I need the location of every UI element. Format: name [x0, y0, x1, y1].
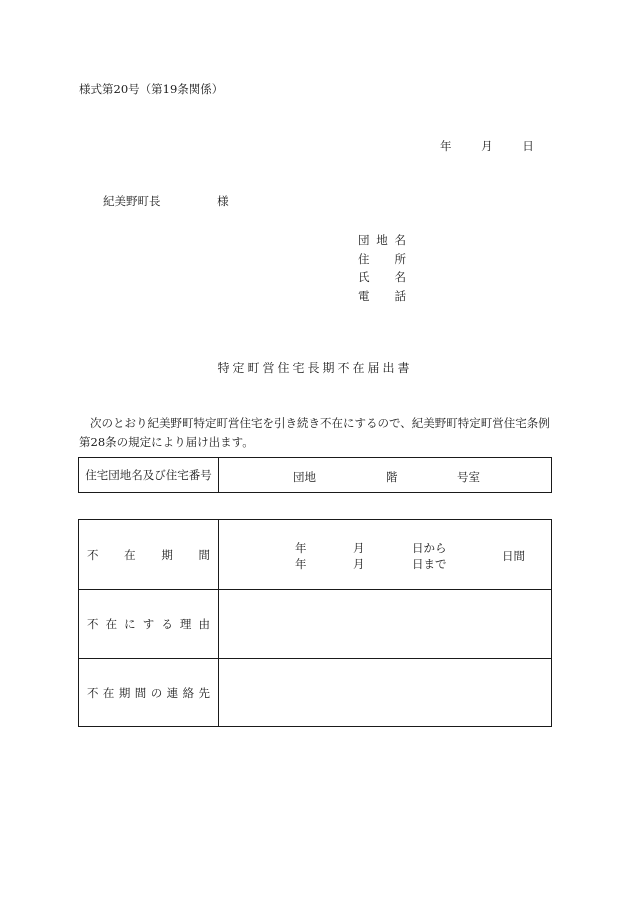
- applicant-address-label: 住所: [358, 251, 406, 266]
- period-from-year: 年: [295, 541, 307, 555]
- applicant-name-label: 氏名: [358, 270, 406, 284]
- body-paragraph: 次のとおり紀美野町特定町営住宅を引き続き不在にするので、紀美野町特定町営住宅条例第28条の規定により届け出ます。: [79, 416, 550, 449]
- absence-period-row: [79, 520, 551, 589]
- date-day-label: 日: [522, 139, 534, 153]
- housing-number-field[interactable]: [219, 458, 551, 492]
- form-number: 様式第20号（第19条関係）: [79, 82, 224, 96]
- applicant-danchi-label: 団地名: [358, 233, 406, 247]
- absence-reason-label: 不在にする理由: [87, 617, 210, 631]
- applicant-phone-label: 電話: [358, 288, 406, 303]
- absence-period-field[interactable]: [219, 520, 551, 589]
- recipient: [103, 193, 229, 209]
- period-to-day: 日まで: [412, 557, 447, 571]
- housing-number-label: 住宅団地名及び住宅番号: [79, 458, 219, 492]
- room-suffix: 号室: [457, 470, 480, 484]
- absence-reason-field[interactable]: [219, 590, 551, 658]
- period-days: 日間: [502, 549, 525, 563]
- period-from-month: 月: [353, 541, 365, 555]
- absence-reason-label-cell: [79, 590, 219, 658]
- absence-contact-field[interactable]: [219, 659, 551, 726]
- date-line: [440, 138, 534, 154]
- date-month-label: 月: [481, 139, 493, 153]
- absence-table: [78, 519, 552, 727]
- floor-suffix: 階: [386, 470, 398, 484]
- document-title: 特定町営住宅長期不在届出書: [217, 361, 413, 375]
- recipient-name: 紀美野町長: [103, 194, 161, 208]
- period-to-month: 月: [353, 557, 365, 571]
- housing-number-table: [78, 457, 552, 493]
- applicant-block: [358, 231, 406, 305]
- period-from-day: 日から: [412, 541, 447, 555]
- period-to-year: 年: [295, 557, 307, 571]
- absence-contact-label: 不在期間の連絡先: [87, 685, 210, 700]
- absence-contact-row: [79, 658, 551, 726]
- absence-period-label-cell: [79, 520, 219, 589]
- recipient-honorific: 様: [217, 194, 229, 208]
- date-year-label: 年: [440, 139, 452, 153]
- absence-period-label: 不在期間: [87, 547, 210, 562]
- danchi-suffix: 団地: [293, 470, 316, 484]
- absence-contact-label-cell: [79, 659, 219, 726]
- absence-reason-row: [79, 589, 551, 658]
